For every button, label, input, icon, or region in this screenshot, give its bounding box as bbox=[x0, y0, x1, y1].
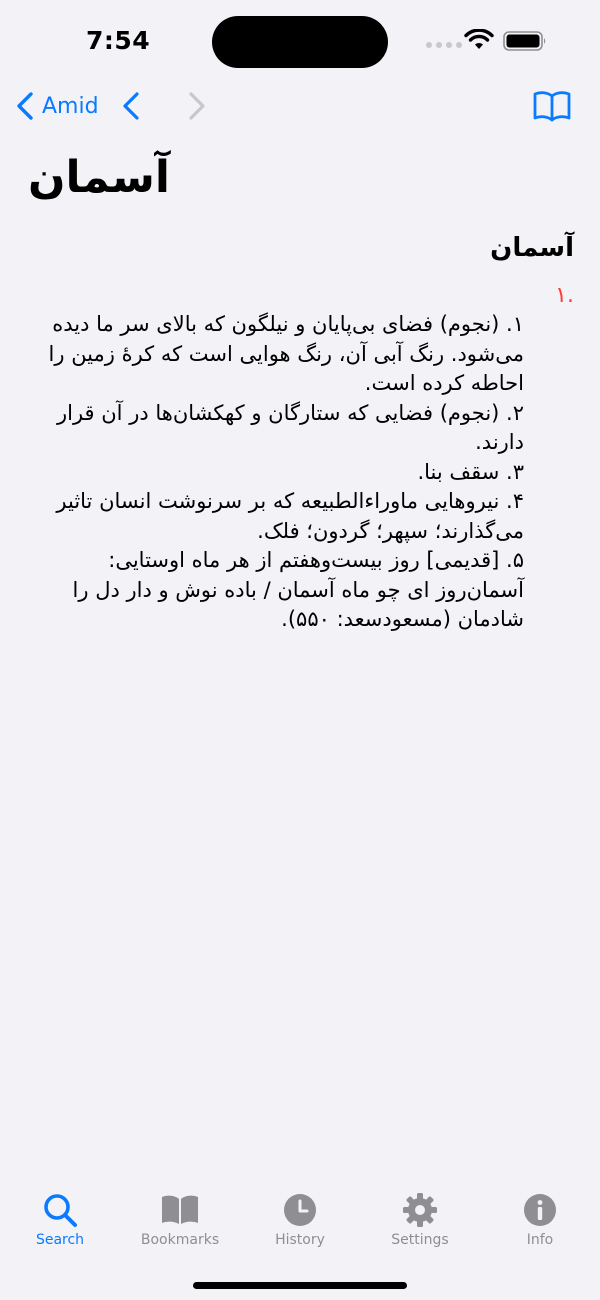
tab-label-settings: Settings bbox=[391, 1232, 449, 1248]
clock-icon bbox=[282, 1192, 318, 1228]
chevron-left-icon bbox=[120, 90, 142, 122]
definition-item: ۴. نیروهایی ماوراءالطبیعه که بر سرنوشت انسان تاثیر می‌گذارند؛ سپهر؛ گردون؛ فلک. bbox=[56, 489, 524, 543]
tab-label-info: Info bbox=[526, 1232, 554, 1248]
home-indicator[interactable] bbox=[193, 1282, 407, 1289]
tab-label-bookmarks: Bookmarks bbox=[140, 1232, 220, 1248]
definition-poem: آسمان‌روز ای چو ماه آسمان / باده نوش و دار دل را شادمان (مسعودسعد: ۵۵۰). bbox=[72, 577, 524, 631]
tab-history[interactable] bbox=[240, 1192, 360, 1248]
tab-bookmarks[interactable] bbox=[120, 1192, 240, 1248]
cellular-signal-icon bbox=[426, 42, 462, 48]
back-button-label: Amid bbox=[42, 93, 99, 119]
tab-label-search: Search bbox=[35, 1232, 85, 1248]
chevron-left-icon bbox=[16, 91, 34, 121]
tab-search[interactable] bbox=[0, 1192, 120, 1248]
chevron-right-icon bbox=[186, 90, 208, 122]
back-button[interactable] bbox=[16, 90, 99, 122]
definition-item: ۵. [قدیمی] روز بیست‌وهفتم از هر ماه اوستایی: bbox=[108, 548, 524, 572]
previous-entry-button[interactable] bbox=[120, 90, 142, 126]
tab-info[interactable] bbox=[480, 1192, 600, 1248]
dynamic-island bbox=[212, 16, 388, 68]
info-icon bbox=[522, 1192, 558, 1228]
entry-headword: آسمان bbox=[490, 233, 574, 263]
definition-item: ۳. سقف بنا. bbox=[417, 459, 524, 484]
dictionary-button[interactable] bbox=[532, 90, 572, 126]
status-bar bbox=[0, 0, 600, 84]
gear-icon bbox=[402, 1192, 438, 1228]
status-time: 7:54 bbox=[86, 26, 151, 55]
book-icon bbox=[160, 1192, 200, 1228]
sense-number: .۱ bbox=[555, 283, 574, 308]
definition-item: ۱. (نجوم) فضای بی‌پایان و نیلگون که بالای سر ما دیده می‌شود. رنگ آبی آن، رنگ هوایی است که کرهٔ زمین را احاطه کرده است. bbox=[48, 312, 524, 395]
tab-settings[interactable] bbox=[360, 1192, 480, 1248]
search-icon bbox=[42, 1192, 78, 1228]
definitions-list bbox=[40, 310, 524, 635]
wifi-icon bbox=[464, 29, 494, 51]
next-entry-button[interactable] bbox=[186, 90, 208, 126]
page-title: آسمان bbox=[28, 152, 170, 203]
definition-item: ۲. (نجوم) فضایی که ستارگان و کهکشان‌ها در آن قرار دارند. bbox=[56, 400, 524, 454]
tab-label-history: History bbox=[275, 1232, 325, 1248]
battery-icon bbox=[503, 31, 547, 51]
book-icon bbox=[532, 90, 572, 122]
